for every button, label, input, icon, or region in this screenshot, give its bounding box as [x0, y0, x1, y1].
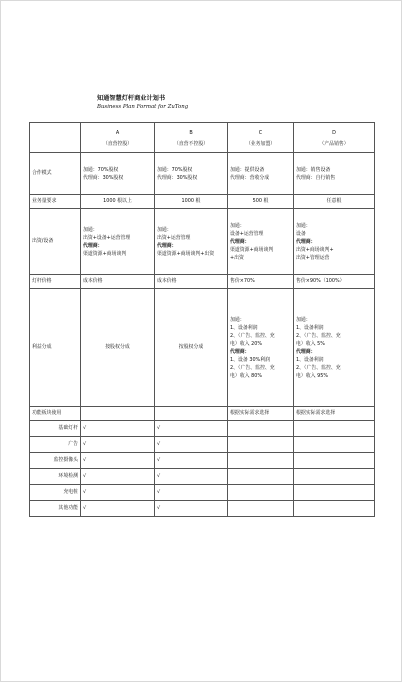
row-cooperation-mode: [30, 153, 375, 195]
feature-check-b: √: [155, 421, 228, 437]
cell-modules-d: 根据实际需求选择: [294, 407, 375, 421]
feature-label: 广告: [30, 437, 81, 453]
feature-empty-d: [294, 469, 375, 485]
feature-row: [30, 421, 375, 437]
feature-empty-c: [228, 453, 294, 469]
feature-empty-c: [228, 437, 294, 453]
cell-price-c: 售价×70%: [228, 275, 294, 289]
cell-modules-b: [155, 407, 228, 421]
cell-price-a: 成本价格: [81, 275, 155, 289]
feature-check-a: √: [81, 453, 155, 469]
row-label: 功能板块使用: [30, 407, 81, 421]
row-label: 灯杆价格: [30, 275, 81, 289]
feature-empty-d: [294, 437, 375, 453]
row-investment: [30, 209, 375, 275]
doc-subtitle: Business Plan Format for ZuTong: [97, 104, 189, 110]
feature-check-a: √: [81, 485, 155, 501]
feature-check-b: √: [155, 485, 228, 501]
col-header-a: A （直营控股）: [81, 123, 155, 153]
cell-invest-b: 加通： 出资+运营管理 代理商： 渠道资源+商场谈判+出资: [155, 209, 228, 275]
feature-empty-c: [228, 501, 294, 517]
feature-row: [30, 453, 375, 469]
feature-label: 基础灯杆: [30, 421, 81, 437]
cell-price-d: 售价×90%（100%）: [294, 275, 375, 289]
feature-label: 监控摄像头: [30, 453, 81, 469]
feature-row: [30, 501, 375, 517]
cell-mode-b: 加通：70%股权 代理商：30%股权: [155, 153, 228, 195]
cell-price-b: 成本价格: [155, 275, 228, 289]
feature-empty-d: [294, 501, 375, 517]
row-pole-price: [30, 275, 375, 289]
col-header-b: B （直营不控股）: [155, 123, 228, 153]
feature-row: [30, 485, 375, 501]
feature-empty-c: [228, 421, 294, 437]
row-function-modules: [30, 407, 375, 421]
row-label: 出资/设备: [30, 209, 81, 275]
feature-check-a: √: [81, 469, 155, 485]
cell-invest-a: 加通： 出资+设备+运营管理 代理商： 渠道资源+商场谈判: [81, 209, 155, 275]
cell-volume-a: 1000 根以上: [81, 195, 155, 209]
cell-invest-c: 加通： 设备+运营管理 代理商： 渠道资源+商场谈判 +出资: [228, 209, 294, 275]
feature-check-b: √: [155, 501, 228, 517]
feature-check-a: √: [81, 421, 155, 437]
row-label: 利益分成: [30, 289, 81, 407]
feature-empty-d: [294, 421, 375, 437]
row-label: 合作模式: [30, 153, 81, 195]
cell-volume-d: 任意根: [294, 195, 375, 209]
corner-cell: [30, 123, 81, 153]
cell-profit-b: 按股权分成: [155, 289, 228, 407]
row-volume: [30, 195, 375, 209]
feature-check-b: √: [155, 469, 228, 485]
cell-profit-a: 按股权分成: [81, 289, 155, 407]
cell-modules-c: 根据实际需求选择: [228, 407, 294, 421]
header-row: [30, 123, 375, 153]
doc-title: 知通智慧灯杆商业计划书: [97, 95, 166, 102]
cell-volume-b: 1000 根: [155, 195, 228, 209]
cell-profit-d: 加通： 1、设备利润 2、（广告、监控、充 电）收入 5% 代理商： 1、设备利润 2、（广告、监控、充 电）收入 95%: [294, 289, 375, 407]
feature-label: 充电桩: [30, 485, 81, 501]
cell-mode-d: 加通：销售设备 代理商：自行销售: [294, 153, 375, 195]
feature-empty-d: [294, 453, 375, 469]
feature-check-a: √: [81, 437, 155, 453]
feature-label: 环境检测: [30, 469, 81, 485]
feature-check-b: √: [155, 453, 228, 469]
cell-mode-c: 加通：提供设备 代理商：营收分成: [228, 153, 294, 195]
cell-profit-c: 加通： 1、设备利润 2、（广告、监控、充 电）收入 20% 代理商： 1、设备 30%利润 2、（广告、监控、充 电）收入 80%: [228, 289, 294, 407]
feature-row: [30, 469, 375, 485]
feature-check-a: √: [81, 501, 155, 517]
col-header-c: C （业务加盟）: [228, 123, 294, 153]
cell-modules-a: [81, 407, 155, 421]
feature-empty-c: [228, 485, 294, 501]
cell-volume-c: 500 根: [228, 195, 294, 209]
col-header-d: D （产品销售）: [294, 123, 375, 153]
feature-label: 其他功能: [30, 501, 81, 517]
business-plan-table: [29, 122, 375, 517]
feature-empty-d: [294, 485, 375, 501]
cell-mode-a: 加通：70%股权 代理商：30%股权: [81, 153, 155, 195]
feature-check-b: √: [155, 437, 228, 453]
feature-empty-c: [228, 469, 294, 485]
cell-invest-d: 加通： 设备 代理商： 出资+商场谈判+ 出资+管理运营: [294, 209, 375, 275]
row-profit-share: [30, 289, 375, 407]
row-label: 业务量要求: [30, 195, 81, 209]
feature-row: [30, 437, 375, 453]
